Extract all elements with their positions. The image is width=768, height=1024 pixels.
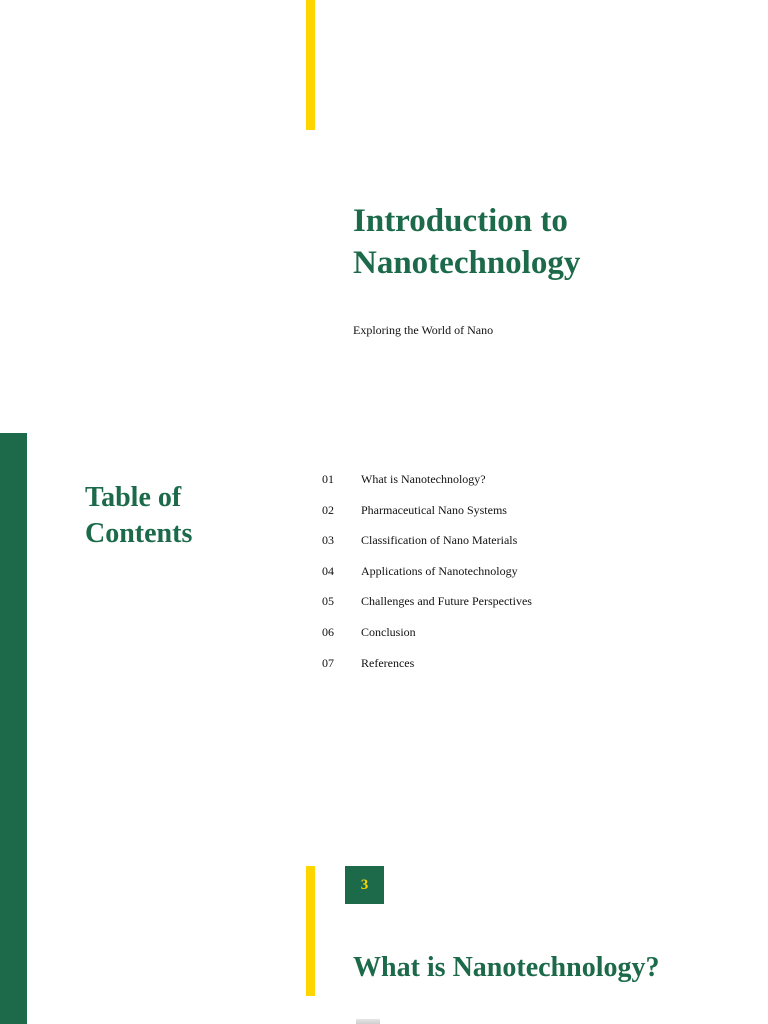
toc-item-number: 05 — [322, 594, 334, 609]
toc-item-label[interactable]: Pharmaceutical Nano Systems — [361, 502, 507, 517]
toc-item-label[interactable]: References — [361, 655, 415, 670]
cover-title-line1: Introduction to — [353, 203, 568, 239]
toc-list — [322, 470, 532, 684]
toc-heading — [85, 480, 265, 552]
toc-item[interactable] — [322, 562, 532, 593]
cover-subtitle: Exploring the World of Nano — [353, 323, 494, 337]
page-number-badge: 3 — [345, 866, 384, 904]
toc-item-number: 02 — [322, 502, 334, 517]
toc-item[interactable] — [322, 654, 532, 685]
toc-item[interactable] — [322, 501, 532, 532]
toc-item-number: 03 — [322, 533, 334, 548]
section-heading: What is Nanotechnology? — [353, 952, 660, 983]
accent-bar-bottom — [306, 866, 315, 996]
toc-item[interactable] — [322, 470, 532, 501]
green-sidebar-strip — [0, 433, 27, 1024]
toc-item-number: 04 — [322, 563, 334, 578]
toc-heading-line1: Table of — [85, 482, 182, 513]
toc-item-label[interactable]: Challenges and Future Perspectives — [361, 594, 532, 609]
cover-title-line2: Nanotechnology — [353, 245, 581, 281]
toc-item[interactable] — [322, 623, 532, 654]
toc-item-number: 06 — [322, 624, 334, 639]
toc-heading-line2: Contents — [85, 518, 193, 549]
toc-item-number: 01 — [322, 472, 334, 486]
accent-bar-top — [306, 0, 315, 130]
image-thumbnail — [356, 1019, 380, 1024]
cover-title — [353, 200, 580, 284]
toc-item-label[interactable]: Classification of Nano Materials — [361, 533, 518, 548]
toc-item-number: 07 — [322, 655, 334, 670]
toc-item-label[interactable]: Conclusion — [361, 624, 416, 639]
toc-item-label[interactable]: Applications of Nanotechnology — [361, 563, 518, 578]
toc-item[interactable] — [322, 531, 532, 562]
toc-item-label[interactable]: What is Nanotechnology? — [361, 472, 486, 486]
toc-item[interactable] — [322, 592, 532, 623]
